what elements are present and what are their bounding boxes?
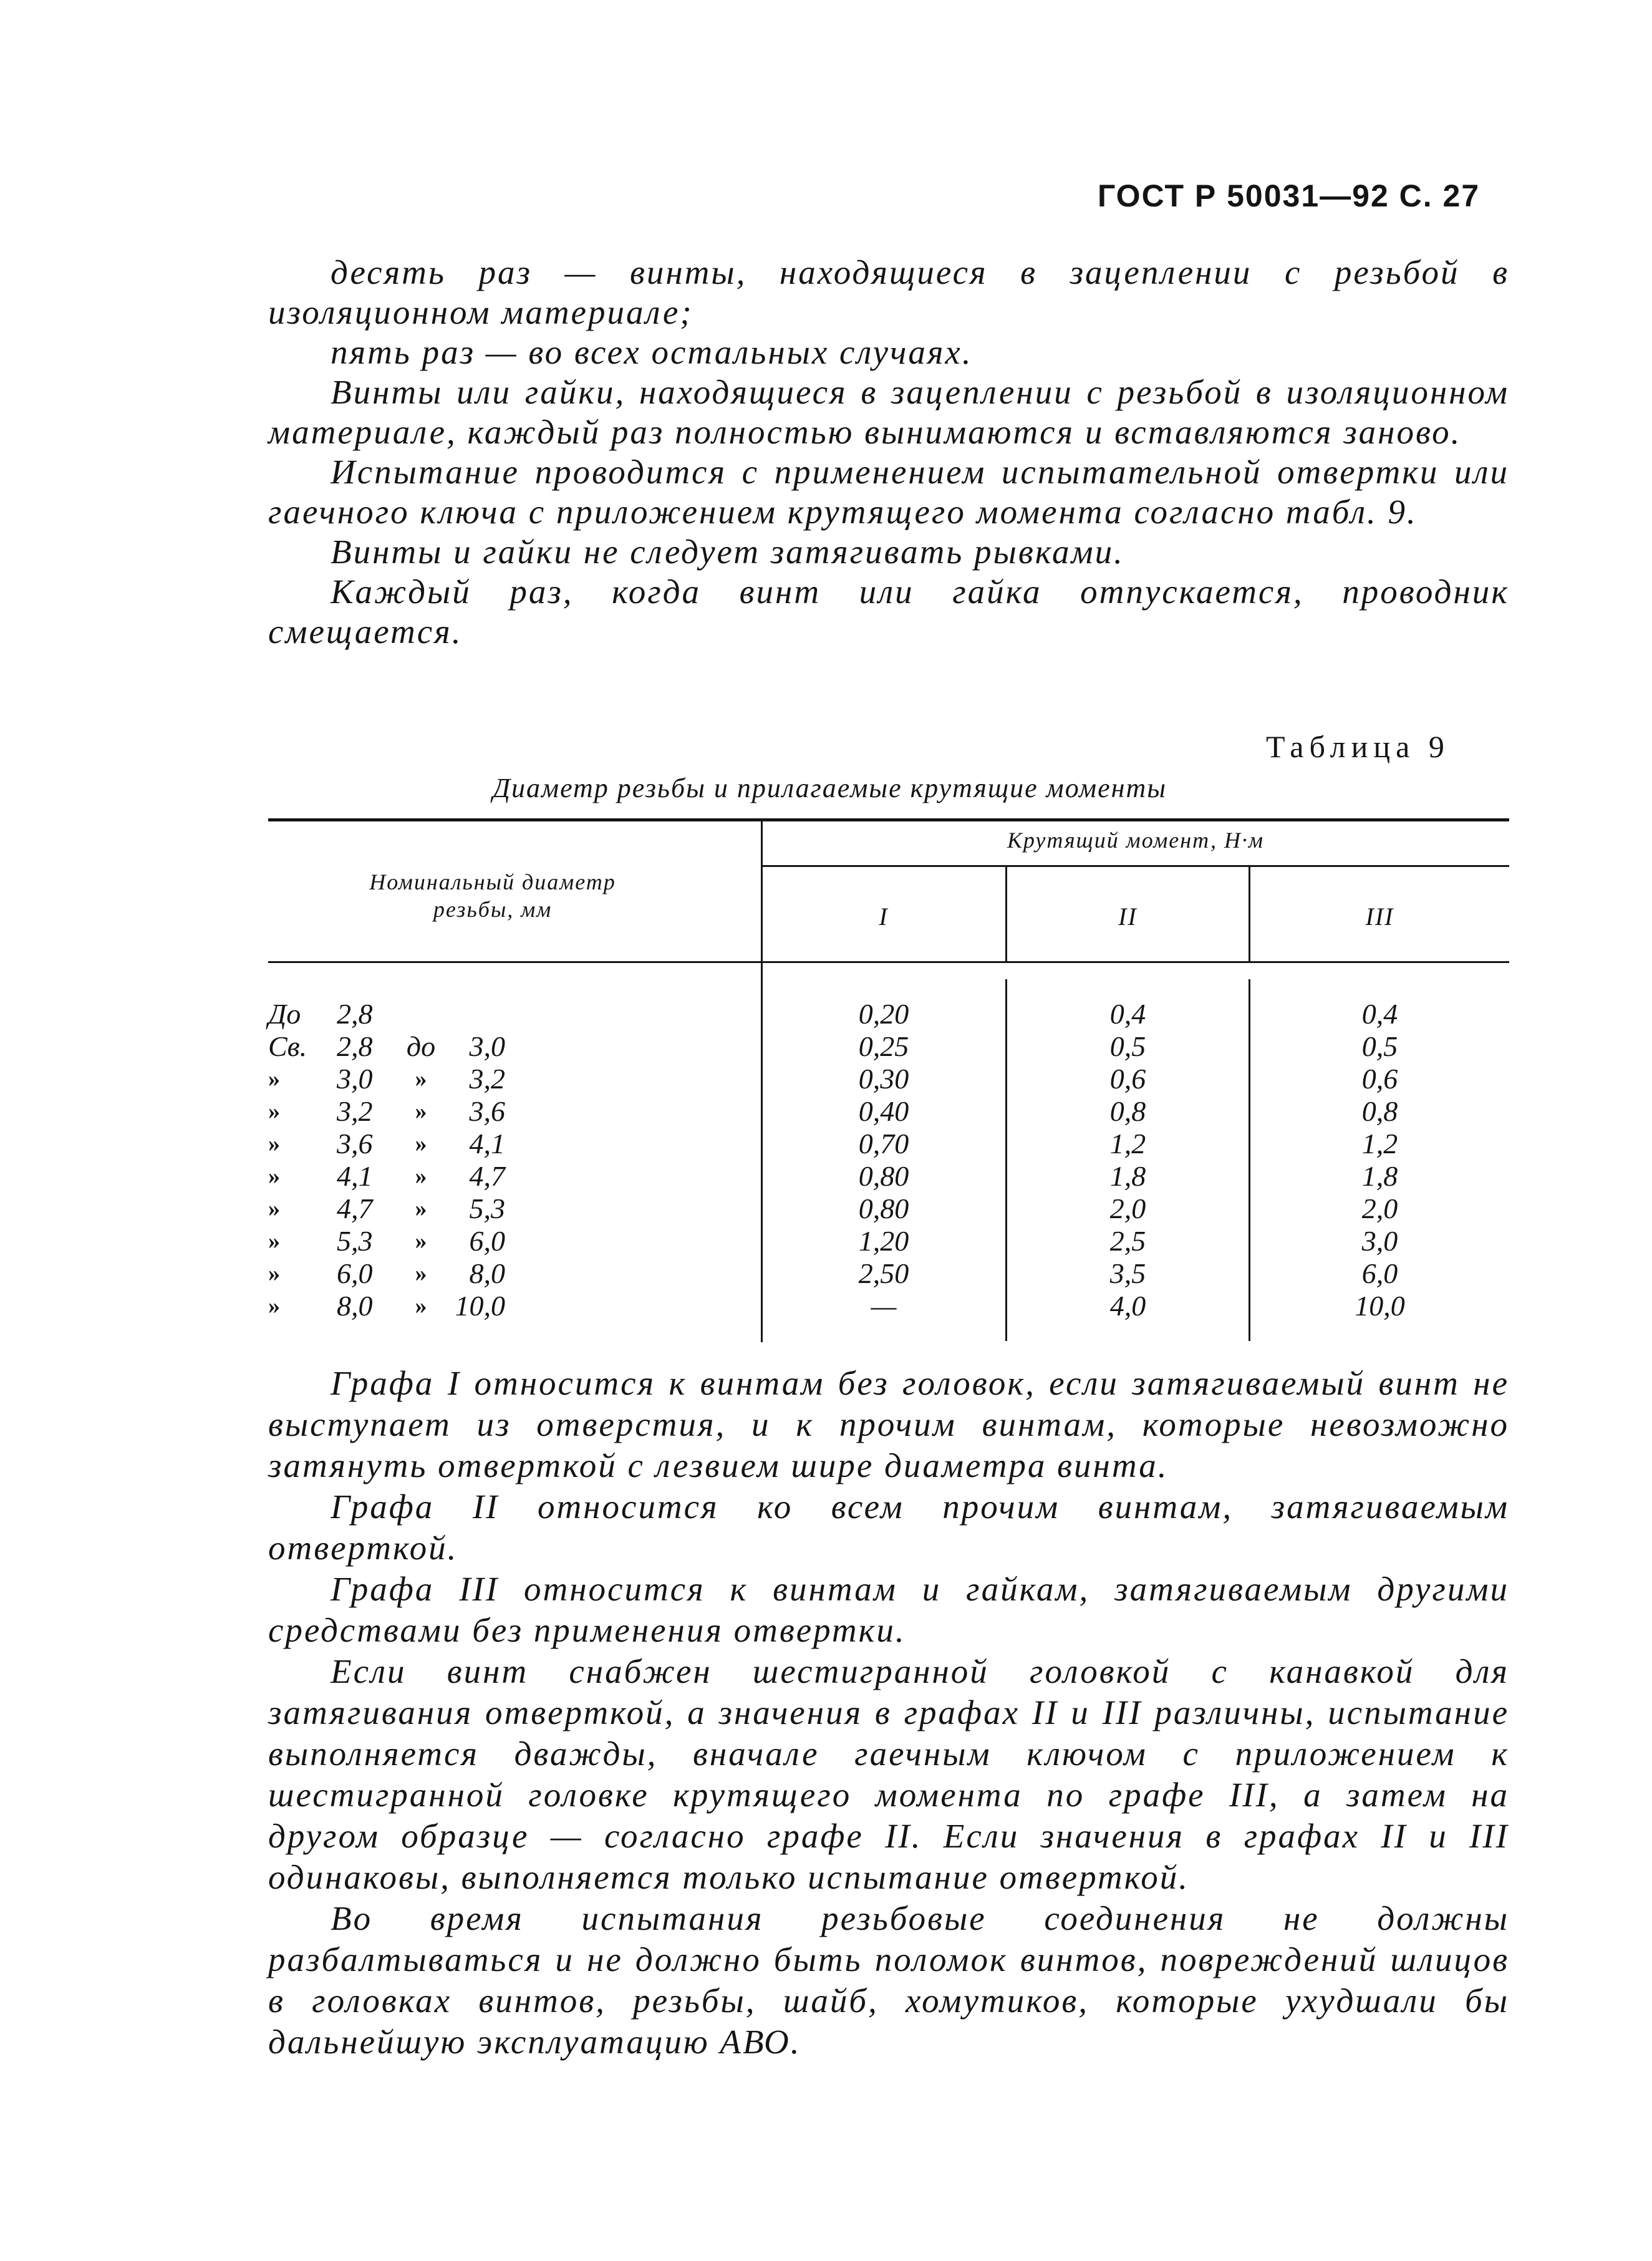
- cell-prefix: »: [268, 1196, 280, 1222]
- paragraph: Во время испытания резьбовые соединения не должны разбалтываться и не должно быть поломок винтов, повреждений шлицов в головках винтов, резьбы, шайб, хомутиков, которые ухудшали бы дальнейшую эксплуатацию АВО.: [268, 1899, 1509, 2061]
- cell-mid: »: [415, 1228, 427, 1254]
- torque-subheader-rule: [762, 865, 1509, 867]
- cell-mid: »: [415, 1131, 427, 1157]
- cell-to: 3,2: [469, 1063, 505, 1095]
- paragraph: Испытание проводится с применением испытательной отвертки или гаечного ключа с приложением крутящего момента согласно табл. 9.: [268, 453, 1509, 531]
- cell-ii: 2,0: [1109, 1193, 1146, 1224]
- cell-from: 4,1: [337, 1160, 373, 1192]
- cell-i: 0,30: [858, 1063, 909, 1095]
- cell-i: 0,20: [858, 998, 909, 1030]
- table-header-bottom-rule: [268, 961, 1509, 963]
- cell-iii: 2,0: [1361, 1193, 1398, 1224]
- cell-to: 3,0: [469, 1030, 505, 1062]
- cell-from: 3,2: [337, 1095, 373, 1127]
- cell-prefix: Св.: [268, 1030, 307, 1062]
- cell-to: 4,7: [469, 1160, 505, 1192]
- table-label: Таблица 9: [1266, 729, 1450, 764]
- cell-ii: 0,8: [1109, 1095, 1146, 1127]
- cell-mid: »: [415, 1163, 427, 1189]
- cell-ii: 4,0: [1109, 1290, 1146, 1322]
- cell-from: 2,8: [337, 1030, 373, 1062]
- cell-prefix: »: [268, 1066, 280, 1092]
- cell-i: 2,50: [858, 1257, 909, 1289]
- cell-from: 5,3: [337, 1225, 373, 1257]
- cell-i: 0,70: [858, 1128, 909, 1160]
- cell-mid: »: [415, 1066, 427, 1092]
- cell-i: 1,20: [858, 1225, 909, 1257]
- table-title: Диаметр резьбы и прилагаемые крутящие моменты: [493, 773, 1167, 803]
- cell-from: 4,7: [337, 1193, 373, 1224]
- cell-from: 3,6: [337, 1128, 373, 1160]
- cell-iii: 1,2: [1361, 1128, 1398, 1160]
- cell-ii: 0,5: [1109, 1030, 1146, 1062]
- cell-ii: 1,2: [1109, 1128, 1146, 1160]
- cell-ii: 2,5: [1109, 1225, 1146, 1257]
- table-top-rule: [268, 818, 1509, 821]
- cell-i: 0,80: [858, 1193, 909, 1224]
- cell-iii: 0,5: [1361, 1030, 1398, 1062]
- cell-i: 0,80: [858, 1160, 909, 1192]
- paragraph: пять раз — во всех остальных случаях.: [331, 333, 973, 371]
- cell-from: 8,0: [337, 1290, 373, 1322]
- text-block-top: [268, 253, 1509, 652]
- column-header-I: I: [879, 903, 889, 931]
- cell-prefix: »: [268, 1293, 280, 1319]
- cell-mid: »: [415, 1293, 427, 1319]
- cell-prefix: »: [268, 1131, 280, 1157]
- cell-ii: 0,6: [1109, 1063, 1146, 1095]
- cell-prefix: До: [268, 998, 301, 1030]
- cell-prefix: »: [268, 1228, 280, 1254]
- cell-ii: 0,4: [1109, 998, 1146, 1030]
- cell-to: 6,0: [469, 1225, 505, 1257]
- column-header-III: III: [1365, 903, 1394, 931]
- paragraph: Графа III относится к винтам и гайкам, затягиваемым другими средствами без применения отвертки.: [268, 1570, 1509, 1649]
- cell-ii: 3,5: [1109, 1257, 1146, 1289]
- cell-to: 8,0: [469, 1257, 505, 1289]
- cell-to: 10,0: [455, 1290, 505, 1322]
- paragraph: Если винт снабжен шестигранной головкой с канавкой для затягивания отверткой, а значения в графах II и III различны, испытание выполняется дважды, вначале гаечным ключом с приложением к шестигранной головке крутящего момента по графе III, а затем на другом образце — согласно графе II. Если значения в графах II и III одинаковы, выполняется только испытание отверткой.: [268, 1652, 1509, 1896]
- cell-from: 3,0: [337, 1063, 373, 1095]
- cell-mid: »: [415, 1196, 427, 1222]
- cell-iii: 0,8: [1361, 1095, 1398, 1127]
- cell-to: 3,6: [469, 1095, 505, 1127]
- paragraph: Винты и гайки не следует затягивать рывками.: [331, 533, 1124, 571]
- cell-prefix: »: [268, 1261, 280, 1287]
- cell-i: —: [871, 1290, 897, 1322]
- paragraph: десять раз — винты, находящиеся в зацеплении с резьбой в изоляционном материале;: [268, 253, 1509, 331]
- column-header-torque: Крутящий момент, Н·м: [1007, 828, 1265, 853]
- paragraph: Графа II относится ко всем прочим винтам, затягиваемым отверткой.: [268, 1488, 1509, 1567]
- column-header-diameter: Номинальный диаметр резьбы, мм: [369, 869, 616, 922]
- cell-i: 0,40: [858, 1095, 909, 1127]
- cell-ii: 1,8: [1109, 1160, 1146, 1192]
- cell-mid: »: [415, 1098, 427, 1125]
- cell-to: 4,1: [469, 1128, 505, 1160]
- cell-mid: »: [415, 1261, 427, 1287]
- cell-to: 5,3: [469, 1193, 505, 1224]
- cell-prefix: »: [268, 1098, 280, 1125]
- cell-from: 2,8: [337, 998, 373, 1030]
- cell-from: 6,0: [337, 1257, 373, 1289]
- cell-iii: 10,0: [1355, 1290, 1405, 1322]
- cell-iii: 3,0: [1361, 1225, 1398, 1257]
- cell-iii: 0,6: [1361, 1063, 1398, 1095]
- cell-iii: 0,4: [1361, 998, 1398, 1030]
- paragraph: Винты или гайки, находящиеся в зацеплении с резьбой в изоляционном материале, каждый раз полностью вынимаются и вставляются заново.: [268, 373, 1509, 451]
- paragraph: Графа I относится к винтам без головок, если затягиваемый винт не выступает из отверстия, и к прочим винтам, которые невозможно затянуть отверткой с лезвием шире диаметра винта.: [268, 1364, 1509, 1484]
- column-header-II: II: [1118, 903, 1138, 931]
- page-header: ГОСТ Р 50031—92 С. 27: [1098, 178, 1481, 213]
- cell-i: 0,25: [858, 1030, 909, 1062]
- text-block-bottom: [268, 1363, 1509, 2063]
- cell-iii: 6,0: [1361, 1257, 1398, 1289]
- cell-mid: до: [406, 1030, 436, 1062]
- cell-iii: 1,8: [1361, 1160, 1398, 1192]
- cell-prefix: »: [268, 1163, 280, 1189]
- paragraph: Каждый раз, когда винт или гайка отпускается, проводник смещается.: [268, 573, 1509, 651]
